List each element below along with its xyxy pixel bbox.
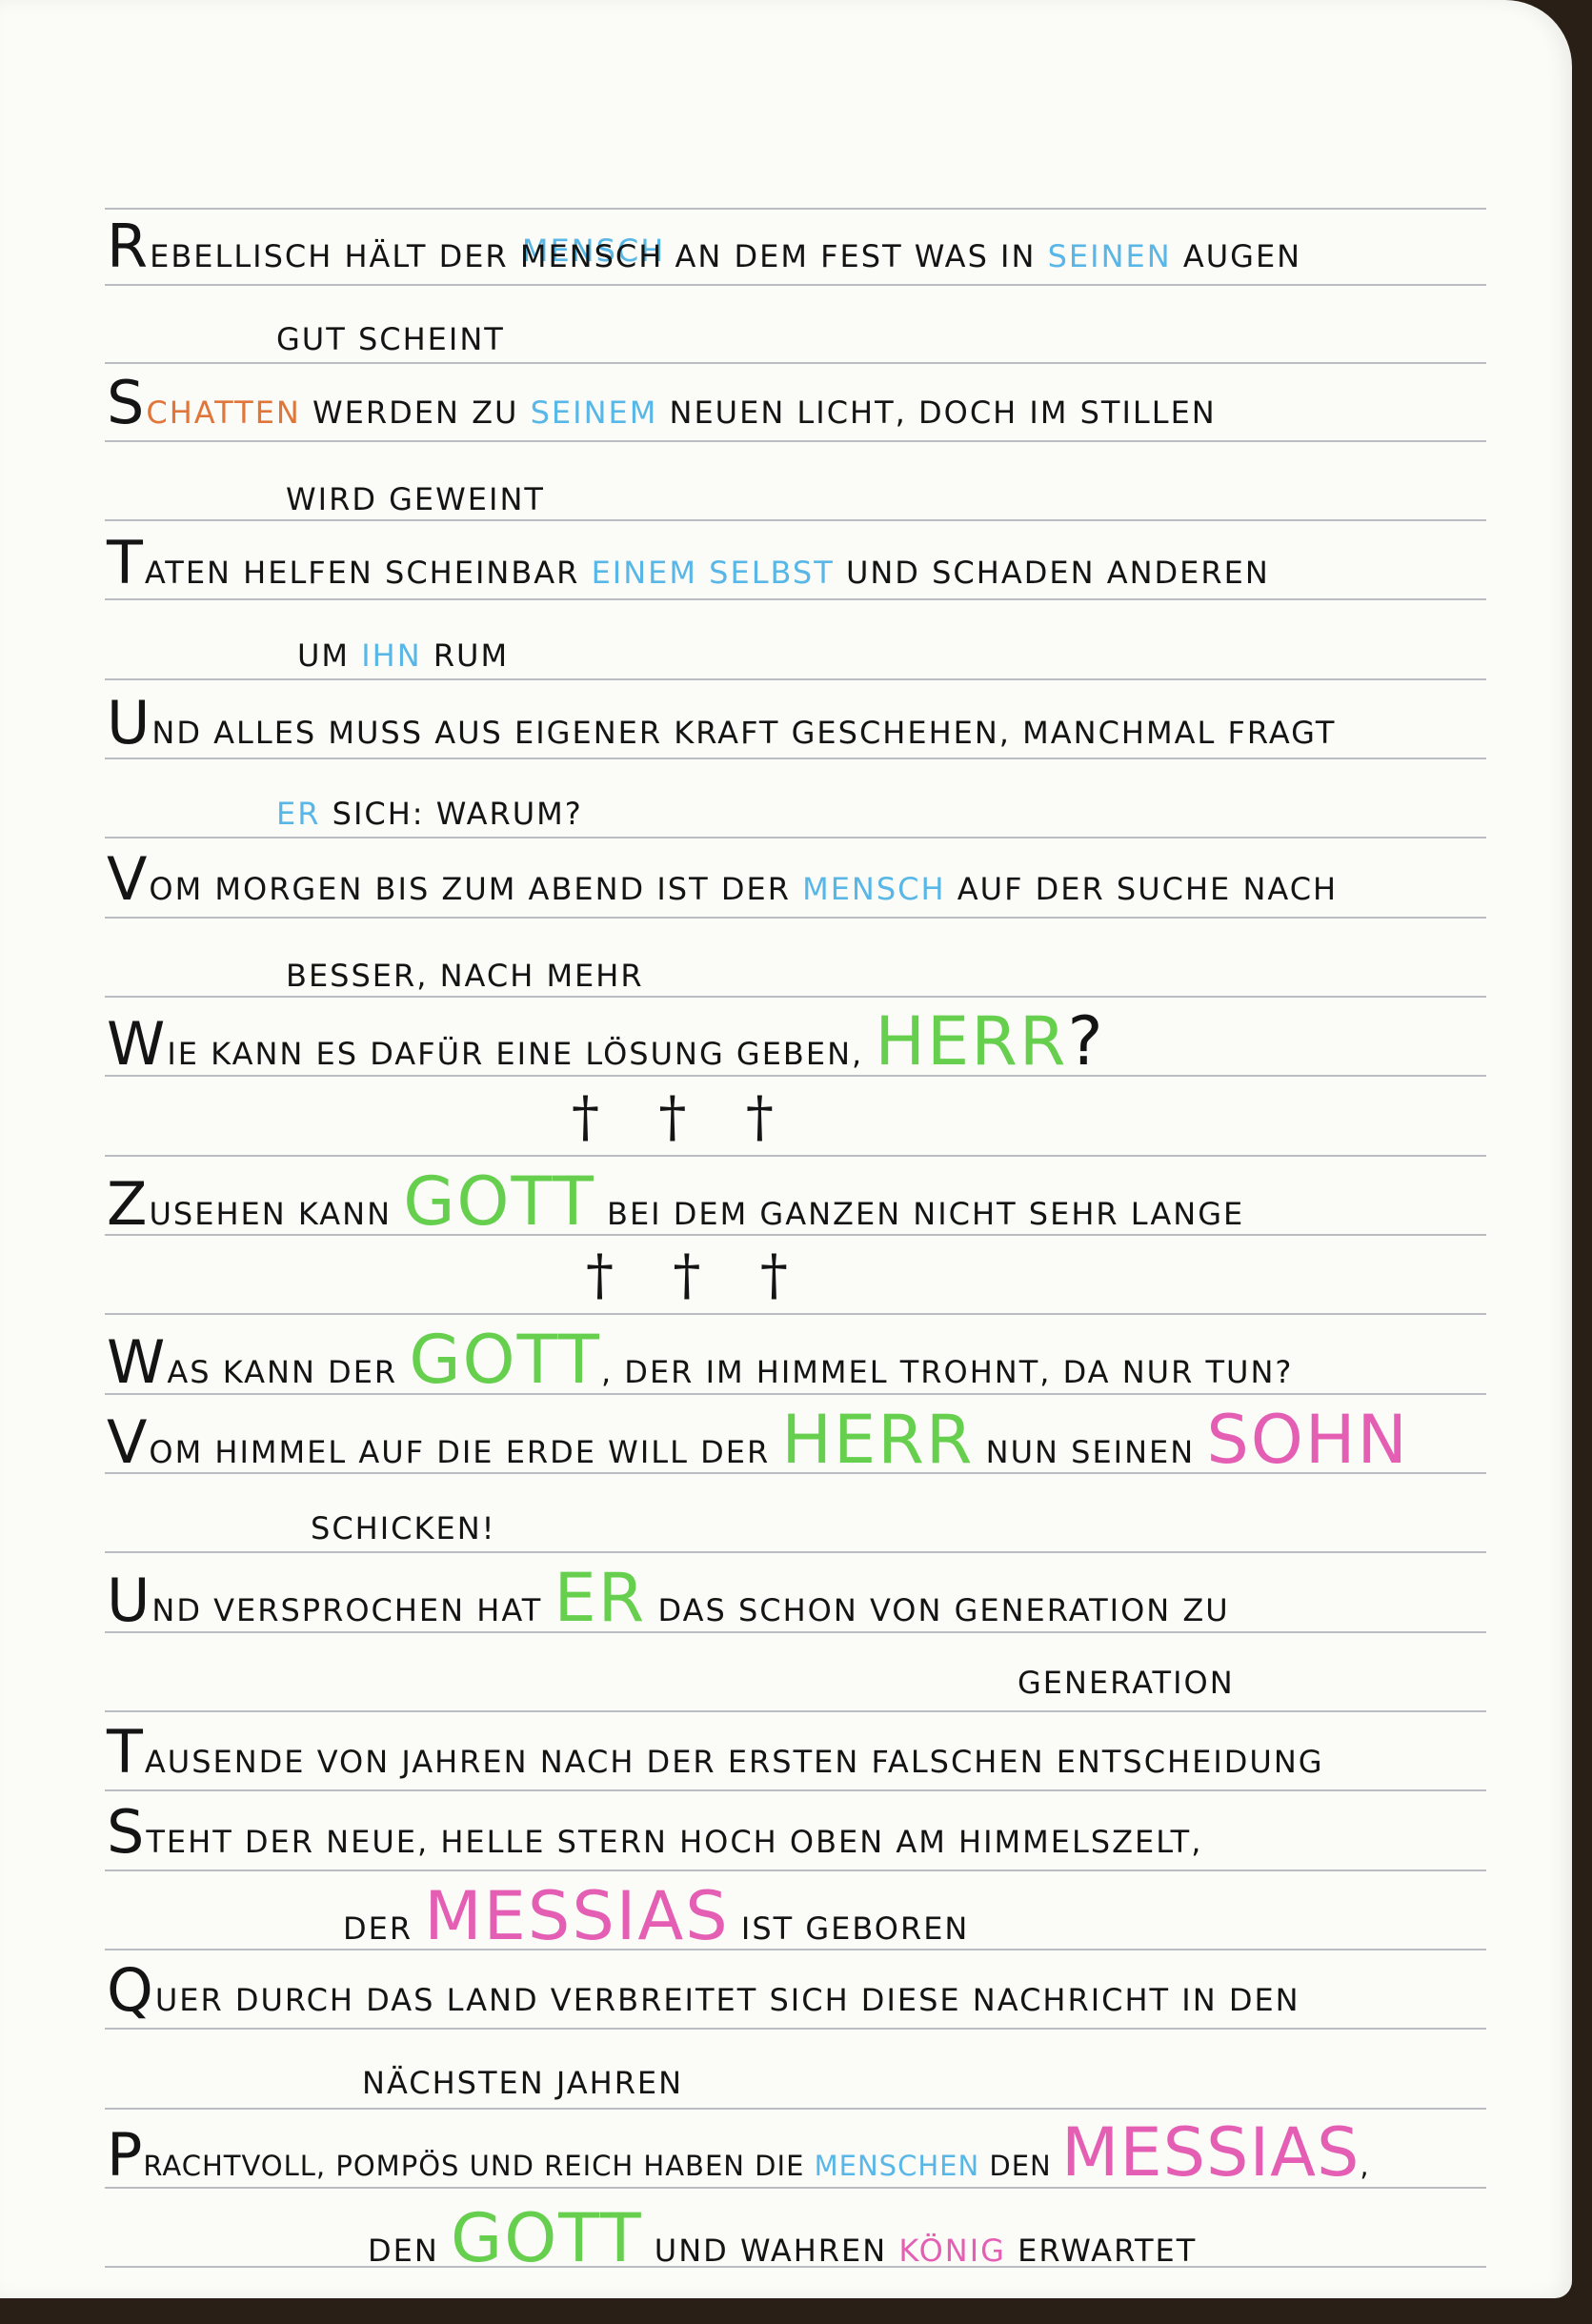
ruled-line xyxy=(105,208,1486,210)
initial-letter: T xyxy=(107,528,145,597)
line-text: BESSER, NACH MEHR xyxy=(286,958,644,994)
line-text: GENERATION xyxy=(1018,1665,1235,1701)
poem-line xyxy=(107,688,1572,770)
line-text: IST GEBOREN xyxy=(729,1910,970,1947)
line-text: WIRD GEWEINT xyxy=(286,481,545,517)
line-text: AUF DER SUCHE NACH xyxy=(945,871,1339,907)
poem-line xyxy=(107,2113,1572,2195)
line-text: , xyxy=(1360,2150,1370,2182)
line-text: NUN SEINEN xyxy=(974,1434,1207,1470)
line-text: AN DEM FEST WAS IN xyxy=(663,238,1048,274)
poem-line xyxy=(107,528,1572,610)
line-text: DEN xyxy=(368,2233,451,2269)
line-text: DER xyxy=(343,1910,425,1947)
initial-letter: R xyxy=(107,212,151,281)
line-text: BEI DEM GANZEN NICHT SEHR LANGE xyxy=(594,1196,1245,1232)
highlighted-word: SEINEN xyxy=(1047,238,1172,274)
initial-letter: P xyxy=(107,2120,144,2190)
line-text: RUM xyxy=(421,637,510,674)
highlighted-word: CHATTEN xyxy=(146,394,301,431)
initial-letter: W xyxy=(107,1009,168,1079)
poem-line xyxy=(107,1717,1572,1799)
poem-line xyxy=(107,1002,1572,1084)
initial-letter: U xyxy=(107,1566,152,1635)
line-text: AUSENDE VON JAHREN NACH DER ERSTEN FALSCHEN ENTSCHEIDUNG xyxy=(144,1744,1324,1780)
line-text: AS KANN DER xyxy=(167,1354,410,1390)
initial-letter: U xyxy=(107,688,152,758)
initial-letter: S xyxy=(107,368,147,437)
line-text: , DER IM HIMMEL TROHNT, DA NUR TUN? xyxy=(600,1354,1294,1390)
line-text: RACHTVOLL, POMPÖS UND REICH HABEN DIE xyxy=(143,2150,815,2182)
highlighted-word: KÖNIG xyxy=(898,2233,1006,2269)
line-text: OM MORGEN BIS ZUM ABEND IST DER xyxy=(149,871,803,907)
line-text: NÄCHSTEN JAHREN xyxy=(362,2065,684,2101)
poem-line xyxy=(107,212,1572,293)
highlighted-word: MESSIAS xyxy=(424,1877,730,1955)
poem-line xyxy=(343,1877,1572,1959)
line-text: ATEN HELFEN SCHEINBAR xyxy=(144,555,592,591)
initial-letter: Q xyxy=(107,1955,155,2025)
three-crosses: † † † xyxy=(572,1084,795,1149)
highlighted-word: SOHN xyxy=(1206,1401,1409,1479)
line-text: TEHT DER NEUE, HELLE STERN HOCH OBEN AM HIMMELSZELT, xyxy=(146,1824,1203,1860)
highlighted-word: EINEM SELBST xyxy=(591,555,835,591)
initial-letter: Z xyxy=(107,1169,150,1239)
highlighted-word: IHN xyxy=(361,637,422,674)
line-text: IE KANN ES DAFÜR EINE LÖSUNG GEBEN, xyxy=(167,1036,876,1072)
line-text: WERDEN ZU xyxy=(300,394,531,431)
line-text: DEN xyxy=(979,2150,1061,2182)
line-text: UND WAHREN xyxy=(642,2233,899,2269)
line-text: EBELLISCH HÄLT DER xyxy=(150,238,520,274)
highlighted-word: GOTT xyxy=(450,2199,643,2277)
line-text: ERWARTET xyxy=(1005,2233,1198,2269)
highlighted-word: MENSCH xyxy=(802,871,946,907)
poem-line xyxy=(368,2199,1572,2281)
highlighted-word: GOTT xyxy=(403,1162,595,1241)
highlighted-word: HERR xyxy=(781,1401,975,1479)
line-text: UM xyxy=(297,637,362,674)
highlighted-word: HERR xyxy=(875,1002,1068,1081)
line-text: ? xyxy=(1067,1002,1105,1081)
highlighted-word: MENSCHEN xyxy=(814,2150,980,2182)
line-text: ND ALLES MUSS AUS EIGENER KRAFT GESCHEHEN, MANCHMAL FRAGT xyxy=(151,715,1337,751)
highlighted-word: MENSCH xyxy=(519,238,664,274)
initial-letter: S xyxy=(107,1797,147,1867)
ruled-line xyxy=(105,1313,1486,1315)
initial-letter: V xyxy=(107,1407,150,1477)
initial-letter: W xyxy=(107,1327,168,1397)
highlighted-word: MESSIAS xyxy=(1060,2113,1360,2192)
line-text: USEHEN KANN xyxy=(149,1196,404,1232)
line-text: GUT SCHEINT xyxy=(276,321,505,357)
poem-line xyxy=(107,1559,1572,1641)
highlighted-word: ER xyxy=(554,1559,647,1637)
poem-line xyxy=(107,1401,1572,1483)
highlighted-word xyxy=(519,238,664,274)
line-text: UND SCHADEN ANDEREN xyxy=(834,555,1270,591)
poem-line xyxy=(107,1162,1572,1244)
poem-line xyxy=(107,844,1572,926)
line-text: SCHICKEN! xyxy=(311,1510,496,1546)
highlighted-word: GOTT xyxy=(409,1321,601,1399)
three-crosses: † † † xyxy=(586,1243,809,1307)
poem-line xyxy=(107,1321,1572,1403)
initial-letter: V xyxy=(107,844,150,914)
ruled-line xyxy=(105,1155,1486,1157)
line-text: AUGEN xyxy=(1171,238,1302,274)
highlighted-word: ER xyxy=(276,796,321,832)
poem-line xyxy=(107,368,1572,450)
line-text: OM HIMMEL AUF DIE ERDE WILL DER xyxy=(149,1434,782,1470)
poem-line xyxy=(107,1797,1572,1879)
initial-letter: T xyxy=(107,1717,145,1787)
highlighted-word: SEINEM xyxy=(530,394,658,431)
line-text: ND VERSPROCHEN HAT xyxy=(151,1592,554,1628)
line-text: SICH: WARUM? xyxy=(320,796,583,832)
line-text: NEUEN LICHT, DOCH IM STILLEN xyxy=(657,394,1217,431)
line-text: DAS SCHON VON GENERATION ZU xyxy=(646,1592,1230,1628)
poem-line xyxy=(107,1955,1572,2037)
line-text: UER DURCH DAS LAND VERBREITET SICH DIESE NACHRICHT IN DEN xyxy=(154,1982,1300,2018)
